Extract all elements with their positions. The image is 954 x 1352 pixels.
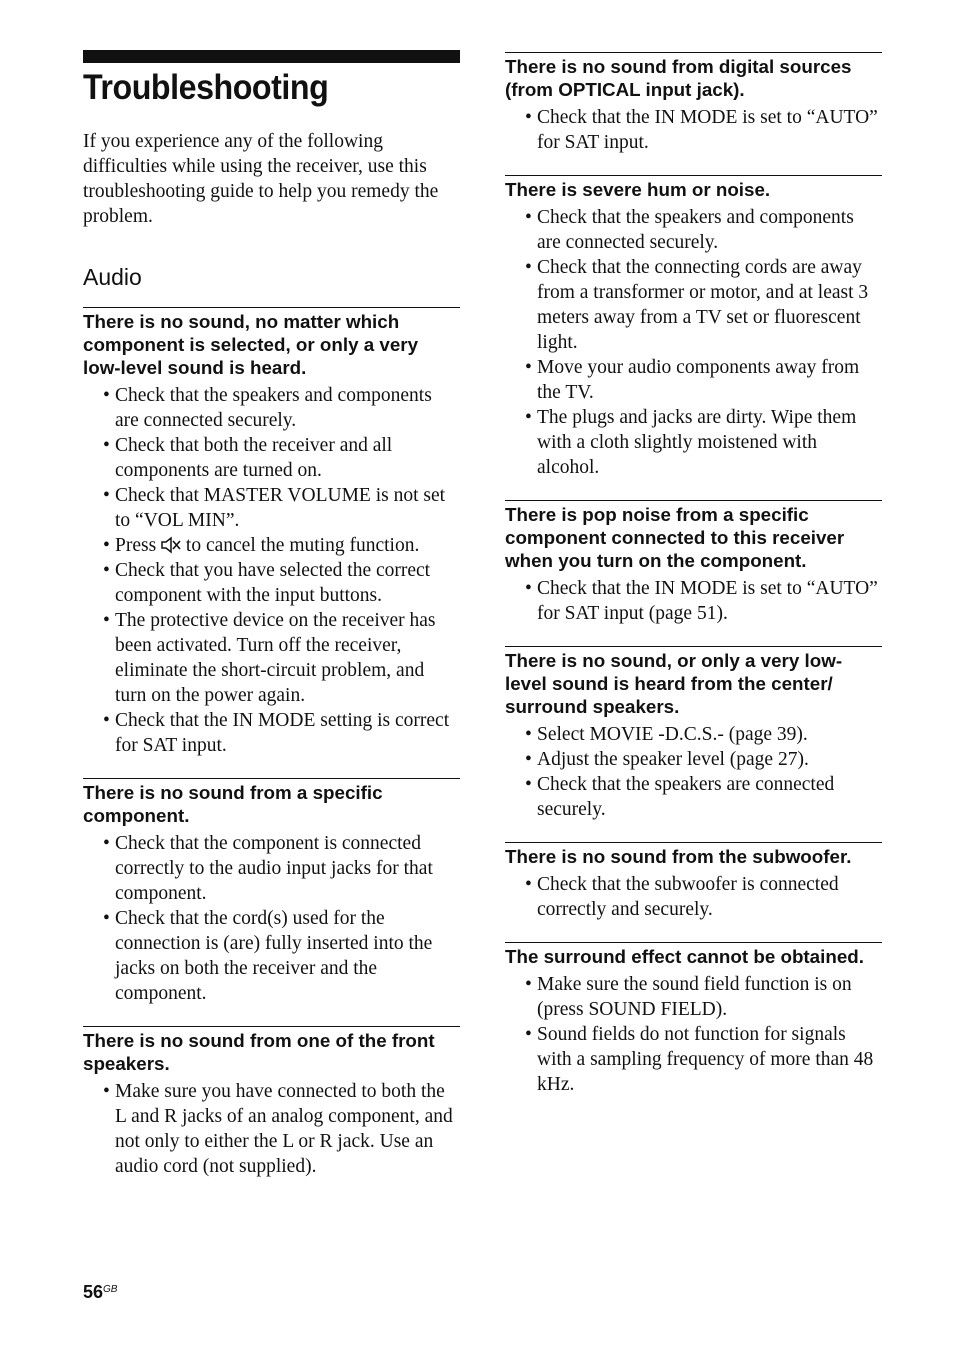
remedy-list (83, 383, 460, 758)
remedy-item: • Check that the speakers and components are connected securely. (103, 383, 460, 433)
press-text: Press (115, 535, 157, 556)
topic-heading: There is severe hum or noise. (505, 179, 771, 200)
remedy-list (505, 872, 882, 922)
remedy-list (505, 105, 882, 155)
remedy-item: • Sound fields do not function for signals with a sampling frequency of more than 48 kHz. (525, 1022, 882, 1097)
remedy-item: • Make sure you have connected to both the L and R jacks of an analog component, and not only to either the L or R jack. Use an audio cord (not supplied). (103, 1079, 460, 1179)
page-number (83, 1282, 117, 1303)
section-heading-audio: Audio (83, 264, 142, 290)
topic-heading: There is pop noise from a specific component connected to this receiver when you turn on the component. (505, 504, 845, 571)
troubleshooting-topic (505, 842, 882, 922)
remedy-list (83, 1079, 460, 1179)
troubleshooting-topic (83, 307, 460, 758)
intro-paragraph: If you experience any of the following difficulties while using the receiver, use this troubleshooting guide to help you remedy the problem. (83, 131, 439, 227)
remedy-item: • Adjust the speaker level (page 27). (525, 747, 882, 772)
troubleshooting-topic (505, 646, 882, 822)
troubleshooting-topic (83, 778, 460, 1006)
remedy-item (103, 533, 460, 558)
topic-heading: The surround effect cannot be obtained. (505, 946, 864, 967)
left-column (83, 50, 460, 1199)
remedy-list (505, 576, 882, 626)
remedy-item: • Check that you have selected the correct component with the input buttons. (103, 558, 460, 608)
remedy-item: • Select MOVIE -D.C.S.- (page 39). (525, 722, 882, 747)
topic-heading: There is no sound, no matter which component is selected, or only a very low-level sound is heard. (83, 311, 419, 378)
remedy-item: • Check that the connecting cords are away from a transformer or motor, and at least 3 meters away from a TV set or fluorescent light. (525, 255, 882, 355)
topic-heading: There is no sound from the subwoofer. (505, 846, 852, 867)
remedy-item: • Check that the subwoofer is connected correctly and securely. (525, 872, 882, 922)
remedy-item: • Check that both the receiver and all components are turned on. (103, 433, 460, 483)
remedy-item: • Check that MASTER VOLUME is not set to “VOL MIN”. (103, 483, 460, 533)
remedy-item: • Check that the component is connected correctly to the audio input jacks for that component. (103, 831, 460, 906)
remedy-item: • The plugs and jacks are dirty. Wipe them with a cloth slightly moistened with alcohol. (525, 405, 882, 480)
remedy-list (505, 722, 882, 822)
remedy-item: • Check that the speakers and components are connected securely. (525, 205, 882, 255)
troubleshooting-topic (505, 175, 882, 480)
remedy-list (83, 831, 460, 1006)
title-rule (83, 50, 460, 63)
troubleshooting-topic (505, 52, 882, 155)
right-topics (505, 52, 882, 1097)
page-number-value: 56 (83, 1282, 104, 1302)
remedy-item: • Check that the speakers are connected securely. (525, 772, 882, 822)
remedy-item: • Check that the IN MODE is set to “AUTO” for SAT input. (525, 105, 882, 155)
remedy-item: • Check that the IN MODE is set to “AUTO” for SAT input (page 51). (525, 576, 882, 626)
page-title: Troubleshooting (83, 68, 329, 107)
remedy-item: • Make sure the sound field function is on (press SOUND FIELD). (525, 972, 882, 1022)
remedy-item: • Check that the cord(s) used for the connection is (are) fully inserted into the jacks on both the receiver and the component. (103, 906, 460, 1006)
mute-icon (161, 536, 181, 554)
left-topics (83, 307, 460, 1179)
right-column (505, 52, 882, 1117)
remedy-item: • Check that the IN MODE setting is correct for SAT input. (103, 708, 460, 758)
mute-instruction-text: to cancel the muting function. (185, 535, 420, 556)
topic-heading: There is no sound from digital sources (from OPTICAL input jack). (505, 56, 852, 100)
troubleshooting-topic (83, 1026, 460, 1179)
topic-heading: There is no sound from a specific component. (83, 782, 383, 826)
topic-heading: There is no sound, or only a very low-level sound is heard from the center/ surround speakers. (505, 650, 843, 717)
remedy-list (505, 972, 882, 1097)
remedy-list (505, 205, 882, 480)
page-number-suffix: GB (103, 1284, 118, 1295)
troubleshooting-topic (505, 500, 882, 626)
remedy-item: • The protective device on the receiver has been activated. Turn off the receiver, eliminate the short-circuit problem, and turn on the power again. (103, 608, 460, 708)
troubleshooting-topic (505, 942, 882, 1097)
remedy-item: • Move your audio components away from the TV. (525, 355, 882, 405)
topic-heading: There is no sound from one of the front speakers. (83, 1030, 435, 1074)
